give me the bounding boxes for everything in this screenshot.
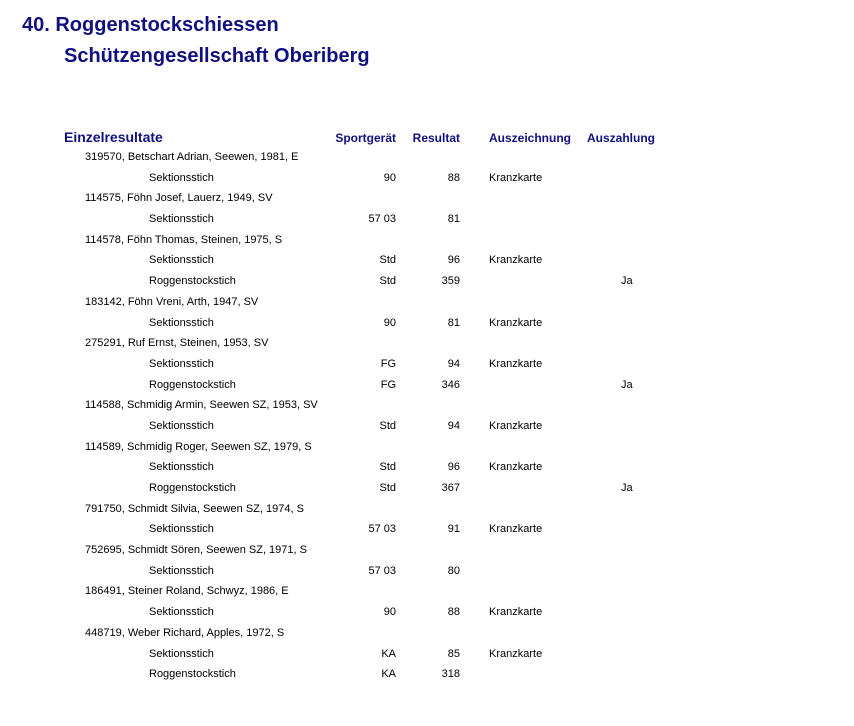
stich-name: Sektionsstich xyxy=(149,357,214,370)
sportgeraet-cell: Std xyxy=(379,419,396,432)
result-row xyxy=(0,354,854,375)
result-row xyxy=(0,271,854,292)
auszeichnung-cell: Kranzkarte xyxy=(489,461,543,474)
result-row xyxy=(0,664,854,685)
result-row xyxy=(0,313,854,334)
shooter-row xyxy=(0,499,854,520)
shooter-info: 275291, Ruf Ernst, Steinen, 1953, SV xyxy=(85,337,269,350)
stich-name: Sektionsstich xyxy=(149,606,214,619)
sportgeraet-cell: 90 xyxy=(383,316,396,329)
column-header-auszeichnung: Auszeichnung xyxy=(489,131,572,145)
resultat-cell: 359 xyxy=(441,275,460,288)
shooter-info: 114589, Schmidig Roger, Seewen SZ, 1979, S xyxy=(85,440,312,453)
shooter-row xyxy=(0,437,854,458)
result-row xyxy=(0,478,854,499)
resultat-cell: 96 xyxy=(447,254,460,267)
resultat-cell: 88 xyxy=(447,606,460,619)
result-row xyxy=(0,375,854,396)
auszeichnung-cell: Kranzkarte xyxy=(489,523,543,536)
stich-name: Sektionsstich xyxy=(149,523,214,536)
result-row xyxy=(0,519,854,540)
result-row xyxy=(0,250,854,271)
shooter-info: 319570, Betschart Adrian, Seewen, 1981, E xyxy=(85,151,299,163)
stich-name: Sektionsstich xyxy=(149,171,214,184)
sportgeraet-cell: 90 xyxy=(383,171,396,184)
sportgeraet-cell: 90 xyxy=(383,606,396,619)
auszeichnung-cell: Kranzkarte xyxy=(489,254,543,267)
stich-name: Roggenstockstich xyxy=(149,668,236,681)
sportgeraet-cell: 57 03 xyxy=(368,213,396,226)
shooter-row xyxy=(0,333,854,354)
resultat-cell: 346 xyxy=(441,378,460,391)
resultat-cell: 85 xyxy=(447,647,460,660)
stich-name: Roggenstockstich xyxy=(149,378,236,391)
stich-name: Sektionsstich xyxy=(149,419,214,432)
sportgeraet-cell: 57 03 xyxy=(368,523,396,536)
sportgeraet-cell: Std xyxy=(379,275,396,288)
result-row xyxy=(0,644,854,665)
results-list xyxy=(0,147,854,685)
stich-name: Roggenstockstich xyxy=(149,275,236,288)
resultat-cell: 367 xyxy=(441,482,460,494)
sportgeraet-cell: KA xyxy=(381,647,396,660)
result-row xyxy=(0,209,854,230)
auszeichnung-cell: Kranzkarte xyxy=(489,419,543,432)
resultat-cell: 88 xyxy=(447,171,460,184)
auszeichnung-cell: Kranzkarte xyxy=(489,606,543,619)
auszahlung-cell: Ja xyxy=(621,275,633,288)
page-subtitle: Schützengesellschaft Oberiberg xyxy=(64,45,370,67)
auszeichnung-cell: Kranzkarte xyxy=(489,316,543,329)
sportgeraet-cell: Std xyxy=(379,461,396,474)
resultat-cell: 80 xyxy=(447,564,460,577)
sportgeraet-cell: FG xyxy=(380,357,396,370)
resultat-cell: 96 xyxy=(447,461,460,474)
shooter-row xyxy=(0,540,854,561)
result-row xyxy=(0,457,854,478)
shooter-row xyxy=(0,147,854,168)
stich-name: Roggenstockstich xyxy=(149,482,236,494)
shooter-info: 114575, Föhn Josef, Lauerz, 1949, SV xyxy=(85,192,273,205)
sportgeraet-cell: FG xyxy=(380,378,396,391)
resultat-cell: 94 xyxy=(447,419,460,432)
column-header-sportgeraet: Sportgerät xyxy=(335,131,396,145)
auszahlung-cell: Ja xyxy=(621,482,633,494)
shooter-info: 186491, Steiner Roland, Schwyz, 1986, E xyxy=(85,585,289,598)
section-heading: Einzelresultate xyxy=(64,129,163,145)
shooter-info: 448719, Weber Richard, Apples, 1972, S xyxy=(85,626,285,639)
resultat-cell: 81 xyxy=(447,316,460,329)
resultat-cell: 91 xyxy=(447,523,460,536)
result-row xyxy=(0,561,854,582)
stich-name: Sektionsstich xyxy=(149,461,214,474)
resultat-cell: 81 xyxy=(447,213,460,226)
resultat-cell: 318 xyxy=(441,668,460,681)
column-header-auszahlung: Auszahlung xyxy=(587,131,655,145)
auszeichnung-cell: Kranzkarte xyxy=(489,357,543,370)
shooter-row xyxy=(0,623,854,644)
result-row xyxy=(0,602,854,623)
sportgeraet-cell: 57 03 xyxy=(368,564,396,577)
stich-name: Sektionsstich xyxy=(149,647,214,660)
column-header-resultat: Resultat xyxy=(412,131,460,145)
auszeichnung-cell: Kranzkarte xyxy=(489,647,543,660)
sportgeraet-cell: Std xyxy=(379,482,396,494)
shooter-row xyxy=(0,230,854,251)
shooter-row xyxy=(0,292,854,313)
shooter-row xyxy=(0,581,854,602)
shooter-info: 114588, Schmidig Armin, Seewen SZ, 1953, SV xyxy=(85,399,318,412)
auszahlung-cell: Ja xyxy=(621,378,633,391)
page-title: 40. Roggenstockschiessen xyxy=(22,14,279,36)
result-row xyxy=(0,416,854,437)
shooter-row xyxy=(0,395,854,416)
stich-name: Sektionsstich xyxy=(149,213,214,226)
result-row xyxy=(0,168,854,189)
stich-name: Sektionsstich xyxy=(149,254,214,267)
shooter-info: 114578, Föhn Thomas, Steinen, 1975, S xyxy=(85,233,283,246)
stich-name: Sektionsstich xyxy=(149,316,214,329)
shooter-info: 183142, Föhn Vreni, Arth, 1947, SV xyxy=(85,295,259,308)
sportgeraet-cell: Std xyxy=(379,254,396,267)
shooter-info: 752695, Schmidt Sören, Seewen SZ, 1971, S xyxy=(85,544,307,557)
shooter-info: 791750, Schmidt Silvia, Seewen SZ, 1974, S xyxy=(85,502,304,515)
sportgeraet-cell: KA xyxy=(381,668,396,681)
stich-name: Sektionsstich xyxy=(149,564,214,577)
shooter-row xyxy=(0,188,854,209)
auszeichnung-cell: Kranzkarte xyxy=(489,171,543,184)
resultat-cell: 94 xyxy=(447,357,460,370)
